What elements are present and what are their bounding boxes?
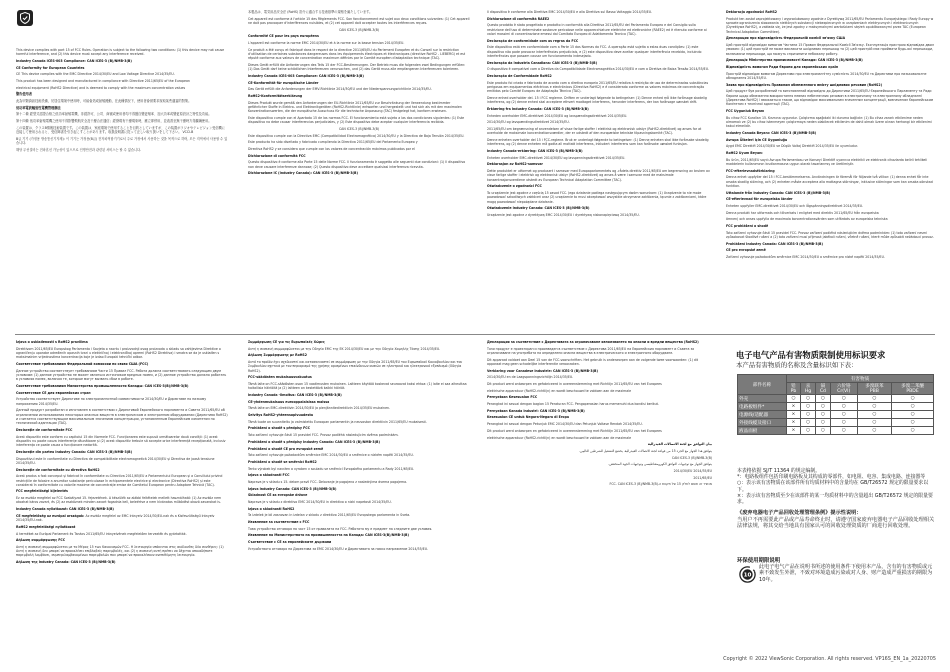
uk-rohs: Цей продукт був розроблений та виготовлений відповідно до Директиви 2011/65/EU Європейського Парламенту та Ради Європи щодо обмеження використання певних небезпечних речовин в електричному та електронному обладнанні (Директива RoHS2) і вважається таким, що відповідає максимальним значенням концентрації, визначеним Європейським Комітетом з технічної адаптації (TAC).: [726, 89, 934, 107]
value-cell: ○: [830, 395, 857, 403]
jp-rohs: 本製品は、電気用品安全法 (RoHS) 指令に適合する技術基準の規格を満たしています。: [248, 10, 373, 14]
cz-fcc: Toto zařízení vyhovuje části 15 pravidel FCC. Provoz podléhá následujícím dvěma podmínkám.: [248, 433, 399, 438]
tr-fcc: Bu cihaz FCC Kuralları 15. Kısmına uygundur. Çalıştırma aşağıdaki iki duruma bağlıdır: (1) Bu cihaz zararlı etkilenime neden olmamalı ve (2) bu cihaz istenmeyen çalıştırmaya neden olabilecek etkilenim de dahil olmak üzere alınan herhangi bir etkilenimi kabul etmelidir.: [726, 115, 932, 129]
ru-ce-heading: Соответствие CE для европейских стран: [16, 390, 91, 395]
table-row: [738, 419, 934, 427]
no-rohs-heading: Deklarasjon av RoHS2-samsvar: [487, 162, 544, 167]
fr-rohs: Ce produit a été conçu et fabriqué dans le respect de la directive 2011/65/EU du Parlement Européen et du Conseil sur la restriction d'utilisation de certaines substances dangereuses dans les équipements électriques et électroniques (directive RoHS2 - LIEBERG) et est réputé conforme aux valeurs de concentration maximum définies par le Comité européen d'adaptation technique (TAC).: [248, 47, 466, 61]
id-rohs-2: elektrische apparatuur (RoHS2-richtlijn) en wordt beschouwd te voldoen aan de maximale: [487, 435, 632, 440]
value-cell: ×: [787, 427, 801, 435]
value-cell: ○: [800, 411, 815, 419]
de-ce-heading: CE-Konformität für europäische Länder: [248, 80, 319, 85]
tr-rohs-heading: RoHS2 Uyum Beyanı: [726, 150, 763, 155]
ar-ce-codes: 2014/30/EU 2014/35/EU: [673, 468, 712, 473]
epup-10-year-icon: [739, 566, 756, 583]
pl-ce: Urządzenie jest zgodne z dyrektywą EMC 2014/30/EU i dyrektywą niskonapięciową 2014/35/EU.: [487, 212, 640, 217]
fcc-statement: This device complies with part 15 of FCC Rules. Operation is subject to the following two conditions: (1) this device may not cause harmful interference, and (2) this device must accept any interference received.: [16, 48, 225, 57]
substance-col: 多溴二苯醚 PBDE: [892, 383, 934, 395]
ru-fcc: Данное устройство соответствует требованиям Части 15 Правил FCC. Работа должна соответствовать следующим двум условиям: (1) данное устройство не может являться источником вредных помех, и (2) данное устройство должно работать в условиях помех, включая те, которые могут вызвать сбои в работе.: [16, 368, 227, 382]
nl-fcc: Dit apparaat voldoet aan Deel 15 van de FCC-voorschriften. Het gebruik is onderworpen aan de volgende twee voorwaarden: (1) dit apparaat mag geen schadelijke interferentie veroorzaken.: [487, 357, 699, 366]
da-ce: Enheden overholder EMC-direktivet 2014/30/EU og lavspændingsdirektivet 2014/35/EU.: [487, 113, 628, 118]
note-standard: 本表格依据 SJ/T 11364 的规定编制。: [737, 468, 821, 474]
pl-rohs-heading: Deklaracja zgodności RoHS2: [726, 10, 778, 14]
hu-ce: [16, 514, 228, 523]
de-ce: Das Gerät erfüllt die Anforderungen der EMV-Richtlinie 2014/30/EU und der Niederspannungsrichtlinie 2014/35/EU.: [248, 87, 432, 92]
pt-ce: O dispositivo é compatível com a Diretiva da Compatibilidade Electromagnética 2014/30/EU e com a Diretiva de Baixa Tensão 2014/35/EU.: [487, 67, 710, 72]
pl-fcc: To urządzenie jest zgodne z częścią 15 zasad FCC. Jego działanie podlega następującym dwóm warunkom: (1) Urządzenie to nie może powodować szkodliwych zakłóceń oraz (2) urządzenie to musi akceptować wszystkie otrzymane zakłócenia, łącznie z zakłóceniami, które mogą powodować niepożądane działanie.: [487, 191, 707, 204]
ic-statement: Industry Canada ICES-003 Compliance: CAN ICES-3 (B)/NMB-3(B): [16, 58, 132, 63]
ar-rohs-code: 2011/65/EU: [693, 475, 712, 480]
pt-rohs: Este produto foi criado e fabricado de acordo com a diretiva europeia 2011/65/EU relativa à restrição de uso de determinadas substâncias perigosas em equipamentos eléctricos e electrónicos (Directiva RoHS2) e é considerado conforme os valores máximos de concentração emitidos pelo Comité Europeu de Adaptação Técnica (TAC).: [487, 80, 709, 94]
uk-ce-heading: Відповідність вимогам Ради Європи для європейських країн: [726, 64, 839, 69]
ru-ce: Устройство соответствует Директиве по электромагнитной совместимости 2014/30/EU и Директиве по низкому напряжению 2014/35/EU.: [16, 397, 207, 406]
tw-heading: 警告使用者: [16, 92, 32, 97]
hazard-header: 有害物质: [787, 375, 934, 383]
pt-rohs-heading: Declaração de Conformidade RoHS2: [487, 74, 552, 78]
epup-number: 10: [743, 572, 752, 579]
column-top-4: [726, 10, 936, 302]
note-cross: ×：表示该有害物质至少在该部件的某一均质材料中的含量超出 GB/T26572 规定的限量要求。: [737, 492, 933, 506]
substance-col: 铅 Pb: [787, 383, 801, 395]
tr-ce: Aygıt EMC Direktifi 2014/30/EU ve Düşük Voltaj Direktifi 2014/35/EU ile uyumludur.: [726, 144, 858, 149]
part-cell: 外壳: [738, 395, 787, 403]
part-name-header: 部件名称: [738, 375, 787, 395]
tr-ic: Industry Canada Beyanı: CAN ICES-3 (B)/NMB-3(B): [726, 130, 817, 135]
uk-ce: Пристрій відповідає вимогам Директиви про електромагнітну сумісність 2014/30/EU та Директиви про низьковольтне обладнання 2014/35/EU.: [726, 71, 927, 80]
ro-ce: Dispozitivul este în conformitate cu Directiva de compatibilitate electromagnetică 2014/30/EU și Directiva de joasă tensiune 2014/35/EU.: [16, 456, 215, 465]
bg-fcc-heading: Изявление за съответствие с FCC: [248, 520, 310, 525]
weee-notice-title: 《废弃电器电子产品回收处理管理条例》提示性说明：: [737, 510, 862, 516]
it-ic: Dichiarazione IC (Industry Canada): CAN ICES-3 (B)/NMB-3(B): [248, 171, 358, 176]
fr-ce: L'appareil est conforme la norme EMC 2014/30/EU et à la norme sur la basse tension 2014/35/EU.: [248, 41, 405, 46]
column-top-3: [487, 10, 712, 302]
cs-ic: Prohlášení Industry Canada: CAN ICES-3 (B)/NMB-3(B): [726, 241, 823, 246]
el-rohs: Αυτό το προϊόν έχει σχεδιαστεί και κατασκευαστεί σε συμμόρφωση με την Οδηγία 2011/65/EU του Ευρωπαϊκού Κοινοβουλίου και του Συμβουλίου σχετικά με τον περιορισμό της χρήσης ορισμένων επικίνδυνων ουσιών σε ηλεκτρικό και ηλεκτρονικό εξοπλισμό (Οδηγία RoHS2).: [248, 360, 463, 373]
value-cell: ○: [857, 427, 891, 435]
cz-fcc-heading: Prohlášení o shodě s předpisy FCC: [248, 426, 310, 431]
ro-fcc-heading: Declarație de conformitate FCC: [16, 427, 73, 432]
fr-ic: CAN ICES-3 (B)/NMB-3(B): [338, 27, 380, 32]
weee-notice-body: 当用户不再需要此产品或产品寿命终止时，请遵守国家废弃电器电子产品回收处理相关法律法规，将其交给当地具有国家认可的回收处理资质的厂商进行回收处理。: [737, 516, 935, 530]
sv-ce-heading: CE-efterlevnad för europeiska länder: [726, 197, 793, 202]
it-fcc: Questo dispositivo è conforme alla Parte 15 delle Norme FCC. Il funzionamento è soggetto alle seguenti due condizioni: (1) Il dispositivo non deve causare interferenze dannose; (2) Questo dispositivo deve accettare qualsiasi interferenza ricevuta.: [248, 160, 466, 169]
sv-rohs: Denna produkt har utformats och tillverkats i enlighet med direktiv 2011/65/EU från europeiska: [726, 210, 879, 215]
id-ce: Perangkat ini sesuai dengan Petunjuk EMC 2014/30/EU dan Petunjuk Voltase Rendah 2014/35/EU.: [487, 422, 643, 427]
id-fcc: Perangkat ini sesuai dengan bagian 15 Peraturan FCC. Pengoperasian harus memenuhi dua kondisi berikut.: [487, 402, 659, 407]
note-pcb: *：电路板组件包括印刷电路板及其构成的零部件，如电阻、电容、集成电路、连接器等: [737, 474, 926, 481]
value-cell: ○: [830, 427, 857, 435]
value-cell: ○: [857, 403, 891, 411]
fi-fcc-heading: FCC-säädösten mukaisuusvakuutus: [248, 375, 312, 380]
part-cell: 电路板组件*: [738, 403, 787, 411]
column-top-2: [248, 10, 470, 302]
da-ce-2: 2014/30/EU og lavspændingsdirektivet 2014/35/EU.: [487, 120, 570, 125]
value-cell: ○: [892, 427, 934, 435]
no-ce: Enheten overholder EMC-direktivet 2014/30/EU og lavspenningsdirektivet 2014/35/EU.: [487, 155, 626, 160]
ro-fcc: Acest dispozitiv este conform cu capitolul 15 din Normele FCC. Funcționarea este supusă următoarelor două condiții: (1) acest dispozitiv nu poate cauza interferențe dăunătoare și (2) acest dispozitiv trebuie să accepte orice interferență recepționată, inclusiv interferența ce poate cauza o funcționare nedorită.: [16, 434, 226, 448]
cs-fcc: Toto zařízení vyhovuje části 15 pravidel FCC. Provoz zařízení podléhá následujícím dvěma podmínkám: (1) toto zařízení nesmí způsobovat škodlivé rušení a (2) toto zařízení musí přijmout jakékoli rušení, včetně rušení, které může způsobit nežádoucí provoz.: [726, 230, 934, 239]
nl-rohs-2: elektrische apparatuur (RoHS2-richtlijn) en wordt beschouwd te voldoen aan de maximale: [487, 388, 632, 393]
da-ic: Erklæring fra Industry Canada: CAN ICES-3 (B)/NMB-3(B): [487, 106, 589, 111]
value-cell: ○: [816, 427, 831, 435]
sv-fcc: Denna enhet uppfyller del 15 i FCC-bestämmelserna. Användningen är föremål för följande två villkor: (1) denna enhet får inte orsaka skadlig störning, och (2) enheten måste acceptera alla mottagna störningar, inklusive störningar som kan orsaka oönskad funktion.: [726, 175, 933, 188]
el-ic: Δήλωση της Industry Canada: CAN ICES-3 (B)/NMB-3(B): [16, 560, 116, 565]
certification-logo: [17, 10, 33, 26]
bg-fcc: Това устройство отговаря на част 15 от правилата на FCC. Работата му е предмет на следните две условия.: [248, 526, 433, 531]
table-notes: [737, 468, 935, 505]
ar-ce: يتوافق الجهاز مع توجيهات التوافق الكهرومغناطيسي وتوجيهات الجهد المنخفض.: [608, 462, 712, 467]
bg-ce-heading: Съответствие с CE за европейските държави: [248, 540, 332, 545]
hu-ce-text: Az eszköz megfelel az EMC Irányelv 2014/30/EU-nak és a Kisfeszültségű Irányelv 2014/35/EU-nak.: [16, 513, 215, 523]
sl-fcc-heading: Izjava o skladnosti FCC: [248, 473, 290, 478]
value-cell: ○: [830, 419, 857, 427]
value-cell: ○: [892, 411, 934, 419]
de-ic: Industry Canada ICES-003 Compliance: CAN ICES-3 (B)/NMB-3(B): [248, 74, 364, 78]
value-cell: ○: [857, 419, 891, 427]
pl-fcc-heading: Oświadczenie o zgodności FCC: [487, 184, 542, 189]
id-fcc-heading: Pernyataan Kesesuaian FCC: [487, 395, 538, 400]
pl-rohs: Produkt ten został zaprojektowany i wyprodukowany zgodnie z Dyrektywą 2011/65/EU Parlamentu Europejskiego i Rady Europy w sprawie ograniczenia stosowania niektórych substancji niebezpiecznych w urządzeniach elektrycznych i elektronicznych (Dyrektywa RoHS2), a zakłada się, że jest zgodny z maksymalnymi wartościami stężeń opublikowanymi przez TAC (European Technical Adaptation Committee).: [726, 16, 934, 34]
cz-ic: Prohlášení o shodě s předpisy Industry Canada: CAN ICES-3 (B)/NMB-3(B): [248, 439, 380, 444]
fi-ic: Industry Canada -ilmoitus: CAN ICES-3 (B)/NMB-3(B): [248, 393, 342, 398]
id-ce-heading: Kesesuaian CE untuk Negara-Negara di Eropa: [487, 415, 570, 420]
cz-rohs-heading: Prohlášení o shodě se směrnicí RoHS2: [248, 459, 317, 464]
nl-rohs: Dit product werd ontworpen en gefabriceerd in overeenstemming met Richtlijn 2011/65/EU van het Europees: [487, 382, 662, 387]
value-cell: ×: [787, 403, 801, 411]
uk-rohs-heading: Заява про відповідність Правилам обмеженного вмісту шкідливих речовин (RoHS2): [726, 82, 883, 87]
table-row: [738, 403, 934, 411]
value-cell: ○: [892, 419, 934, 427]
es-ic: CAN ICES-3 (B)/NMB-3(B): [338, 127, 380, 132]
ru-ic: Соответствие требованиям Министерства промышленности Канады: CAN ICES-3(B)/NMB-3(B): [16, 383, 189, 388]
substance-col: 镉 Cd: [816, 383, 831, 395]
cs-ce-heading: CE pro evropské země: [726, 248, 766, 253]
pt-ic: Declaração da Industria Canadiana: CAN ICES-3 (B)/NMB-3(B): [487, 60, 598, 65]
uk-fcc-heading: Декларация про відповідність Федеральній комісії зв'язку США: [726, 36, 846, 41]
weee-notice: [737, 510, 935, 530]
hu-rohs: A terméket az Európai Parlament és Tanács 2011/65/EU irányelvének megfelelően tervezték és gyártották.: [16, 531, 187, 536]
sl-fcc: Naprava je v skladu s 15. delom pravil FCC. Delovanje je pogojeno z naslednjima dvema pogojema.: [248, 479, 408, 484]
value-cell: ○: [800, 403, 815, 411]
substance-col: 汞 Hg: [800, 383, 815, 395]
value-cell: ○: [800, 419, 815, 427]
copyright: Copyright © 2022 ViewSonic Corporation. All rights reserved. VP16S_EN_1a_20220705: [723, 656, 936, 662]
value-cell: ○: [830, 411, 857, 419]
sl-rohs: Ta izdelek je bil zasnovan in izdelan v skladu z direktivo 2011/65/EU Evropskega parlamenta in Sveta.: [248, 513, 411, 518]
ar-fcc: يتوافق هذا الجهاز مع الجزء 15 من قواعد لجنة الاتصالات الفيدرالية. يخضع التشغيل للشرطين التاليين.: [579, 448, 712, 453]
ru-rohs: Данный продукт разработан и изготовлен в соответствии с Директивой Европейского парламента и Совета 2011/65/EU об ограничении использования некоторых опасных веществ в электрическом и электронном оборудовании (Директива RoHS2) и считается соответствующим максимальным значениям концентрации, установленным Европейским комитетом по технической адаптации (TAC).: [16, 408, 228, 426]
da-fcc: Denne enhed overholder del. 15 i FCC reglerne. Driften er underlagt følgende to betingelser: (1) Denne enhed må ikke forårsage skadelig interferens, og (2) denne enhed skal acceptere ethvert modtaget interferens, herunder interferens, der kan forårsage uønsket drift.: [487, 95, 707, 105]
tr-fcc-heading: FCC Uygunluk Beyanı: [726, 108, 765, 113]
kr-text-2: 해당 무선설비는 전파혼신 가능성이 있으므로 인명안전과 관련된 서비스는 할 수 없습니다.: [16, 147, 142, 152]
value-cell: ×: [787, 411, 801, 419]
column-bottom-2: [248, 340, 470, 652]
tr-ce-heading: Avrupa Ülkeleri için CE Uygunluğu: [726, 137, 788, 142]
uk-fcc: Цей пристрій відповідає вимогам Частини 15 Правил Федеральної Комісії Зв'язку. Експлуатація пристрою відповідає двом умовам: (1) цей пристрій не може викликати шкідливих перешкод та (2) цей пристрій має приймати будь-які перешкоди, включаючи перешкоди, що можуть спричинити небажану роботу.: [726, 42, 934, 56]
it-ce: Il dispositivo è conforme alla Direttiva EMC 2014/30/EU e alla Direttiva sul Basso Voltaggio 2014/35/EU.: [487, 10, 653, 14]
hu-fcc-heading: FCC megfelelőségi kijelentés: [16, 489, 68, 494]
sv-fcc-heading: FCC-efterlevnadsförklaring: [726, 168, 775, 173]
es-fcc: Este dispositivo cumple con el Apartado 15 de las normas FCC. El funcionamiento está sujeto a las dos condiciones siguientes: (1) Este dispositivo no debe causar interferencias perjudiciales, y (2) Este dispositivo debe aceptar cualquier interferencia recibida.: [248, 116, 465, 125]
cz-rohs: Tento výrobek byl navržen a vyroben v souladu se směrnicí Evropského parlamentu a Rady 2011/65/EU.: [248, 466, 415, 471]
china-rohs-subtitle: 本产品有害物质的名称及含量标识如下表：: [736, 361, 858, 369]
it-rohs-heading: Dichiarazione di conformità RAEE2: [487, 16, 550, 21]
epup-title: 环保使用期限说明: [737, 558, 781, 564]
column-bottom-1: [16, 340, 228, 652]
fi-fcc: Tämä laite on FCC-säädösten osan 15 vaatimusten mukainen. Laitteen käyttöä koskevat seuraavat kaksi ehtoa: (1) laite ei saa aiheuttaa haitallisia häiriöitä ja (2) laitteen on kestettävä kaikki häiriöt.: [248, 382, 467, 391]
ce-heading: CE Conformity for European Countries: [16, 65, 85, 70]
el-ce-heading: Συμμόρφωση CE για τις Ευρωπαϊκές Χώρες: [248, 340, 325, 344]
ro-ic: Declarație din partea Industry Canada: CAN ICES-3 (B)/NMB-3(B): [16, 449, 133, 454]
el-rohs-heading: Δήλωση Συμμόρφωσης με RoHS2: [248, 353, 307, 358]
sl-ce: Naprava je v skladu z direktivo EMC 2014/30/EU in direktivo o nizki napetosti 2014/35/EU.: [248, 500, 392, 505]
value-cell: ○: [816, 411, 831, 419]
ro-rohs: Acest produs a fost conceput și fabricat în conformitate cu Directiva 2011/65/EU a Parlamentului European și a Consiliului privind restricțiile de folosire a anumitor substanțe periculoase în echipamentele electrice și electronice (Directiva RoHS2) și este considerat în conformitate cu valorile maxime de concentrație emise de Comitetul European pentru Adaptare Tehnică (TAC).: [16, 474, 223, 487]
de-fcc: Dieses Gerät erfüllt die Anforderungen des Teils 15 der FCC-Bestimmungen. Der Betrieb muss die folgenden zwei Bedingungen erfüllen: (1) Das Gerät darf keine schädlichen Interferenzen verursachen, und (2) das Gerät muss alle empfangenen Interferenzen tolerieren.: [248, 63, 466, 72]
bg-ce: Устройството отговаря на Директива за EMC 2014/30/EU и Директивата за ниско напрежение 2014/35/EU.: [248, 546, 429, 551]
hu-ic: Industry Canada nyilatkozat: CAN ICES-3 (B)/NMB-3(B): [16, 507, 114, 512]
ro-rohs-heading: Declarație de conformitate cu directiva RoHS2: [16, 467, 100, 472]
id-rohs: Dit product werd ontworpen en gefabriceerd in overeenstemming met Richtlijn 2011/65/EU van het Europees: [487, 428, 662, 433]
value-cell: ○: [816, 403, 831, 411]
hu-rohs-heading: RoHS2 megfelelőségi nyilatkozat: [16, 524, 76, 529]
column-bottom-3: [487, 340, 712, 652]
no-ic: Industry Canada-erklæring: CAN ICES-3 (B)/NMB-3(B): [487, 148, 583, 153]
part-cell: 外接线缆及接口: [738, 419, 787, 427]
value-cell: ○: [816, 395, 831, 403]
part-cell: 液晶面板: [738, 427, 787, 435]
value-cell: ○: [857, 395, 891, 403]
value-cell: ○: [892, 395, 934, 403]
table-row: [738, 395, 934, 403]
sl-ce-heading: Skladnost CE za evropske države: [248, 493, 308, 498]
pl-ic: Oświadczenie Industry Canada: CAN ICES-3 (B)/NMB-3(B): [487, 206, 590, 211]
value-cell: ○: [787, 395, 801, 403]
id-ic: Pernyataan Kanada Industri: CAN ICES-3 (B)/NMB-3(B): [487, 408, 585, 413]
value-cell: ×: [787, 419, 801, 427]
bg-rohs-heading: Декларация за съответствие с Директивата за ограничаване използването на опасни и вредни вещества (RoHS2): [487, 340, 699, 344]
hr-rohs: Direktivom 2011/65/EU Europskog Parlamenta i Savjeta o nacrtu i proizvodnji ovog proizvoda u skladu sa zahtjevima Direktive o ograničenju uporabe određenih opasnih tvari u električnoj i elektroničkoj opremi (RoHS2 Direktiva) i smatra se da je usklađen s maksimalnim vrijednostima koncentracija koje je izdao Europski tehnički odbor.: [16, 346, 221, 360]
ar-ic: CAN ICES-3 (B)/NMB-3(B): [671, 455, 712, 460]
nl-ce: 2014/30/EU en de Laagspanningsrichtlijn 2014/35/EU.: [487, 375, 574, 380]
uk-ic: Декларація Міністерства промисловості Канади: CAN ICES-3 (B)/NMB-3(B): [726, 58, 863, 63]
tw-heading-2: 低功率電波輻射性電機管理辦法: [16, 105, 61, 110]
fi-ce-heading: CE-yhdenmukaisuus eurooppalaisissa maissa: [248, 399, 330, 404]
sl-rohs-heading: Izjava o skladnosti RoHS2: [248, 506, 295, 511]
table-row: [738, 427, 934, 435]
fi-ce: Tämä laite on EMC-direktiivin 2014/30/EU ja pienjännitedirektiivin 2014/35/EU mukainen.: [248, 406, 391, 411]
de-rohs: Dieses Produkt wurde gemäß den Anforderungen der EU-Richtlinie 2011/65/EU zur Beschränkung der Verwendung bestimmter gefährlicher Stoffe in Elektro- und Elektronikgeräten (RoHS2-Richtlinie) entworfen und hergestellt und hat sich als mit den maximalen Konzentrationswerten, die der europäische Ausschuss für die technische Anpassung (TAC) festgelegt hat, konform erwiesen.: [248, 100, 462, 114]
substance-col: 多溴联苯 PBB: [857, 383, 891, 395]
de-rohs-heading: RoHS2-Konformitätserklärung: [248, 94, 303, 99]
value-cell: ○: [800, 427, 815, 435]
fi-rohs: Tämä tuote on suunniteltu ja valmistettu Euroopan parlamentin ja neuvoston direktiivin 2011/65/EU mukaisesti.: [248, 419, 427, 424]
shield-check-icon: [17, 10, 33, 26]
cz-ce: Toto zařízení vyhovuje požadavkům směrnice EMC 2014/30/EU a směrnice o nízkém napětí 2014/35/EU.: [248, 453, 414, 458]
value-cell: ○: [830, 403, 857, 411]
epup-body: 此电子电气产品在说明书所述的使用条件下使用本产品，含有的有害物质或元素不致发生外泄，不致对环境造成污染或对人身、财产造成严重损害的期限为10年。: [759, 564, 933, 583]
el-ce: Αυτή η συσκευή συμμορφώνεται με την Οδηγία EMC της EK 2014/30/EU και με την Οδηγία Χαμηλής Τάσης 2014/35/EU.: [248, 346, 441, 351]
no-rohs: Dette produktet er utformet og produsert i samsvar med Europaparlamentets og -rådets direktiv 2011/65/EU om begrensning av bruken av visse farlige stoffer i elektrisk og elektronisk utstyr (RoHS2-direktivet) og anses å være i samsvar med de maksimale konsentrasjonsverdiene utstedt av European Technical Adaptation Committee (TAC).: [487, 169, 710, 182]
china-rohs-title: 电子电气产品有害物质限制使用标识要求: [736, 350, 886, 360]
epup-section: [737, 564, 935, 583]
hazardous-substance-table: [737, 374, 934, 435]
section-divider: [15, 334, 935, 335]
hu-fcc: Ez az eszköz megfelel az FCC Szabályzat 15. fejezetének. A készülék az alábbi feltételek mellett használható: (1) Az eszköz nem okozhat káros zavart, és (2) az eszköznek minden zavart fogadnia kell, beleértve a nem kívánatos működést okozó zavarokat is.: [16, 496, 222, 505]
tw-text-3: 第十四條 低功率射頻電機之使用不得影響飛航安全及干擾合法通信；經發現有干擾現象時，應立即停用，並改善至無干擾時方得繼續使用。: [16, 119, 212, 124]
rohs-statement: This product has been designed and manufactured in compliance with Directive 2011/65/EU of the European: [16, 79, 190, 84]
tw-text: 此為甲類資訊技術設備，於居住環境中使用時，可能會造成射頻擾動，在此種情況下，使用者會被要求採取某些適當的對策。: [16, 99, 192, 104]
it-fcc-heading: Dichiarazione di conformità FCC: [248, 153, 306, 158]
value-cell: ○: [800, 395, 815, 403]
ar-fcc-heading: بيان التوافق مع لجنة الاتصالات الفيدرالية: [647, 442, 712, 447]
kr-text: B급 기기 (가정용 방송통신기자재): 이 기기는 가정용(B급) 전자파적합기기로서 주로 가정에서 사용하는 것을 목적으로 하며, 모든 지역에서 사용할 수 있습니다.: [16, 136, 228, 146]
tr-rohs: Bu ürün, 2011/65/EU sayılı Avrupa Parlamentosu ve Konseyi Direktifi uyarınca elektrikli ve elektronik cihazlarda belirli tehlikeli maddelerin kullanımının kısıtlanmasına uygun olarak tasarlanmış ve üretilmiştir.: [726, 157, 928, 166]
bg-rohs: Този продукт е проектиран и произведен в съответствие с Директива 2011/65/EU на Европейския парламент и Съвета за ограничаване на употребата на определени опасни вещества в електрическото и електронното оборудване.: [487, 346, 695, 355]
no-fcc: Denne enheten overholder del 15 i FCC-reglene. Bruk er underlagt følgende to betingelser: (1) Denne enheten skal ikke forårsake skadelig interferens, og (2) denne enheten må godta all mottatt interferens, inkludert interferens som kan forårsake uønsket funksjon.: [487, 138, 709, 147]
substance-col: 六价铬 Cr(VI): [830, 383, 857, 395]
el-fcc: Αυτή η συσκευή συμμορφώνεται με το Μέρος 15 των Κανονισμών FCC. Η λειτουργία υπόκειται στις ακόλουθες δύο συνθήκες: (1) Αυτή η συσκευή δεν μπορεί να προκαλέσει επιβλαβείς παρεμβολές, και (2) η συσκευή αυτή πρέπει να δέχεται οποιαδήποτε παρεμβολή λαμβάνει, συμπεριλαμβανομένων παρεμβολών που μπορεί να προκαλέσουν ανεπιθύμητη λειτουργία.: [16, 544, 224, 558]
value-cell: ○: [892, 403, 934, 411]
hu-ce-heading: CE megfelelőség az európai országok:: [16, 513, 86, 518]
cz-ce-heading: Prohlášení o shodě CE pro evropské země: [248, 446, 324, 451]
sl-ic: Izjava Industry Canada: CAN ICES-3 (B)/NMB-3(B): [248, 486, 337, 491]
note-circle: ○：表示该有害物质在该部件所有均质材料中的含量均在 GB/T26572 规定的限量要求以下。: [737, 480, 929, 493]
part-cell: 电源线/适配器: [738, 411, 787, 419]
fr-fcc: Cet appareil est conforme à l'article 15 des Règlements FCC. Son fonctionnement est sujet aux deux conditions suivantes: (1) Cet appareil ne doit pas provoquer d'interférences nuisibles, et (2) cet appareil doit accepter toutes les interférences reçues.: [248, 16, 470, 25]
sv-ic: Uttalande från Industry Canada: CAN ICES-3 (B)/NMB-3(B): [726, 190, 831, 195]
table-row: [738, 411, 934, 419]
bg-ic: Изявление на Министерството на промишлеността на Канада: CAN ICES-3(B)/NMB-3(B): [248, 533, 409, 538]
hr-rohs-heading: Ízjava o usklađenosti s RoHS2 pravilima: [16, 340, 88, 344]
sv-rohs-2: ämnen) och anses uppfylla de maximala koncentrationsvärden som utfärdats av europeiska tekniska: [726, 217, 888, 222]
da-rohs: 2011/65/EU om begrænsning af anvendelsen af visse farlige stoffer i elektrisk og elektronisk udstyr (RoHS2-direktivet) og anses for at overholde de maksimale koncentrationsværdier, der er udstedt af den europæiske tekniske tilpasningskomité (TAC).: [487, 127, 702, 136]
fr-ce-heading: Conformité CE pour les pays européens: [248, 34, 319, 39]
value-cell: ○: [857, 411, 891, 419]
fi-rohs-heading: Selvitys RoHS2-yhteensopivuudesta: [248, 413, 314, 418]
cs-ce: Zařízení vyhovuje požadavkům směrnice EMC 2014/30/EU a směrnice pro nízké napětí 2014/35/EU.: [726, 255, 885, 260]
nl-ic: Verklaring voor Canadese Industrie: CAN ICES-3 (B)/NMB-3(B): [487, 368, 598, 373]
pt-fcc-heading: Declaração de conformidade com as regras da FCC: [487, 38, 579, 43]
value-cell: ○: [816, 419, 831, 427]
it-rohs: Questo prodotto è stato progettato e prodotto in conformità alla Direttiva 2011/65/EU del Parlamento Europeo e del Consiglio sulla restrizione dell'uso di determinate sostanze pericolose nelle apparecchiature elettriche ed elettroniche (RAEE2) ed è ritenuto conforme ai valori massimi di concentrazione emessi dal Comitato Europeo di Adattamento Tecnico (TAC).: [487, 23, 707, 36]
ru-fcc-heading: Соответствие требованиям Федеральной комиссии по связи США (FCC): [16, 361, 149, 366]
ce-statement: CE This device complies with the EMC Directive 2014/30/EU and Low Voltage Directive 2014/35/EU.: [16, 72, 175, 77]
he-fcc: מכשיר זה תואם לחלק 15 של תקנות ה-FCC. CAN ICES-3 (B)/NMB-3(B): [609, 482, 712, 487]
table-header-row: [738, 375, 934, 383]
cs-fcc-heading: FCC prohlášení o shodě: [726, 223, 769, 228]
pt-fcc: Este dispositivo está em conformidade com a Parte 15 das Normas da FCC. A operação está sujeita a estas duas condições: (1) este dispositivo não pode provocar interferências prejudiciais, e (2) este dispositivo deve aceitar qualquer interferência recebida, incluindo interferências que possam causar um funcionamento indesejado.: [487, 45, 702, 58]
sv-ce: Enheten uppfyller EMC-direktivet 2014/30/EU och lågspänningsdirektivet 2014/35/EU.: [726, 203, 864, 208]
rohs-statement-2: electrical equipment (RoHS2 Directive) and is deemed to comply with the maximum concentration values: [16, 85, 186, 90]
el-fcc-heading: Δήλωση συμμόρφωσης FCC: [16, 538, 66, 543]
tw-text-2: 第十二條 經型式認證合格之低功率射頻電機，非經許可，公司、商號或使用者均不得擅自變更頻率、加大功率或變更原設計之特性及功能。: [16, 112, 212, 117]
es-rohs-2: Directiva RoHS2 y se considera que cumple con los valores de concentración máximos publicados por el: [248, 147, 415, 152]
jp-vcci: この装置は、クラスB情報技術装置です。この装置は、家庭環境で使用することを目的としていますが、この装置がラジオやテレビジョン受信機に近接して使用されると、受信障害を引き起こすことがあります。取扱説明書に従って正しい取り扱いをして下さい。 VCCI-B: [16, 125, 225, 135]
column-top-1: [16, 48, 228, 302]
es-rohs: Este producto ha sido diseñado y fabricado cumpliendo la Directiva 2011/65/EU del Parlamento Europeo y: [248, 140, 418, 145]
es-ce: Este dispositivo cumple con la Directiva EMC (Compatibilidad Electromagnética) 2014/30/EU y la Directiva de Baja Tensión 2014/35/EU.: [248, 133, 465, 138]
